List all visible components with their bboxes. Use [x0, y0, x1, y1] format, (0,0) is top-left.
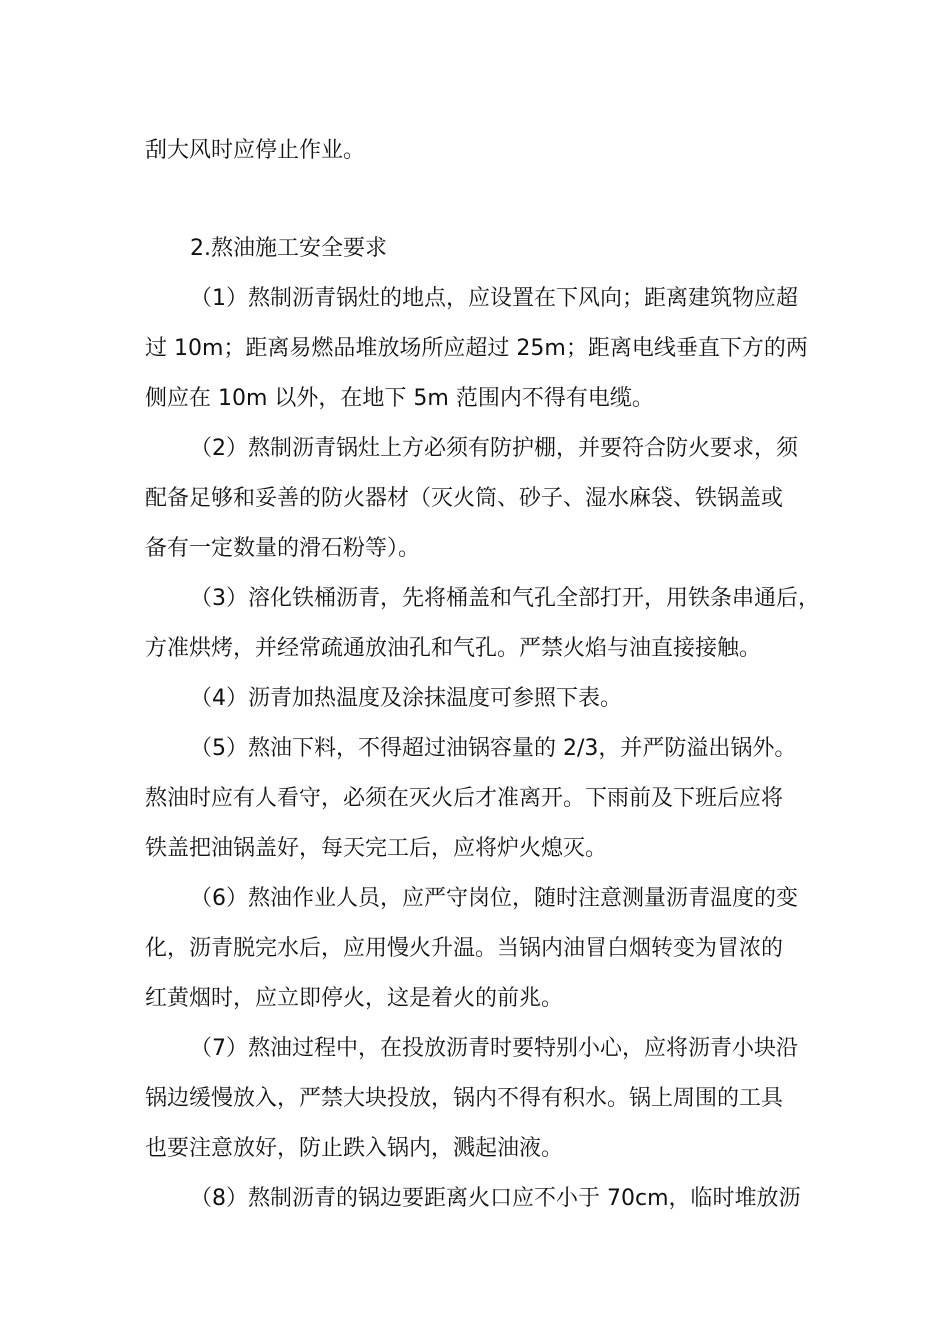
paragraph-line: 刮大风时应停止作业。 — [145, 138, 366, 163]
paragraph-line: 侧应在 10m 以外，在地下 5m 范围内不得有电缆。 — [145, 386, 654, 411]
section-heading: 2.熬油施工安全要求 — [190, 236, 387, 261]
paragraph-line: （6）熬油作业人员，应严守岗位，随时注意测量沥青温度的变 — [190, 886, 798, 911]
paragraph-line: （7）熬油过程中，在投放沥青时要特别小心，应将沥青小块沿 — [190, 1036, 798, 1061]
paragraph-line: （1）熬制沥青锅灶的地点，应设置在下风向；距离建筑物应超 — [190, 286, 798, 311]
paragraph-line: 熬油时应有人看守，必须在灭火后才准离开。下雨前及下班后应将 — [145, 786, 784, 811]
paragraph-line: （5）熬油下料，不得超过油锅容量的 2/3，并严防溢出锅外。 — [190, 736, 797, 761]
paragraph-line: （3）溶化铁桶沥青，先将桶盖和气孔全部打开，用铁条串通后， — [190, 586, 820, 611]
paragraph-line: 也要注意放好，防止跌入锅内，溅起油液。 — [145, 1136, 564, 1161]
paragraph-line: 备有一定数量的滑石粉等）。 — [145, 536, 421, 561]
paragraph-line: 化，沥青脱完水后，应用慢火升温。当锅内油冒白烟转变为冒浓的 — [145, 936, 784, 961]
paragraph-line: （2）熬制沥青锅灶上方必须有防护棚，并要符合防火要求，须 — [190, 436, 798, 461]
paragraph-line: 方准烘烤，并经常疏通放油孔和气孔。严禁火焰与油直接接触。 — [145, 636, 762, 661]
paragraph-line: （8）熬制沥青的锅边要距离火口应不小于 70cm，临时堆放沥 — [190, 1186, 801, 1211]
paragraph-line: 锅边缓慢放入，严禁大块投放，锅内不得有积水。锅上周围的工具 — [145, 1086, 784, 1111]
paragraph-line: 过 10m；距离易燃品堆放场所应超过 25m；距离电线垂直下方的两 — [145, 336, 808, 361]
paragraph-line: （4）沥青加热温度及涂抹温度可参照下表。 — [190, 686, 622, 711]
paragraph-line: 红黄烟时，应立即停火，这是着火的前兆。 — [145, 986, 564, 1011]
paragraph-line: 配备足够和妥善的防火器材（灭火筒、砂子、湿水麻袋、铁锅盖或 — [145, 486, 784, 511]
paragraph-line: 铁盖把油锅盖好，每天完工后，应将炉火熄灭。 — [145, 836, 608, 861]
